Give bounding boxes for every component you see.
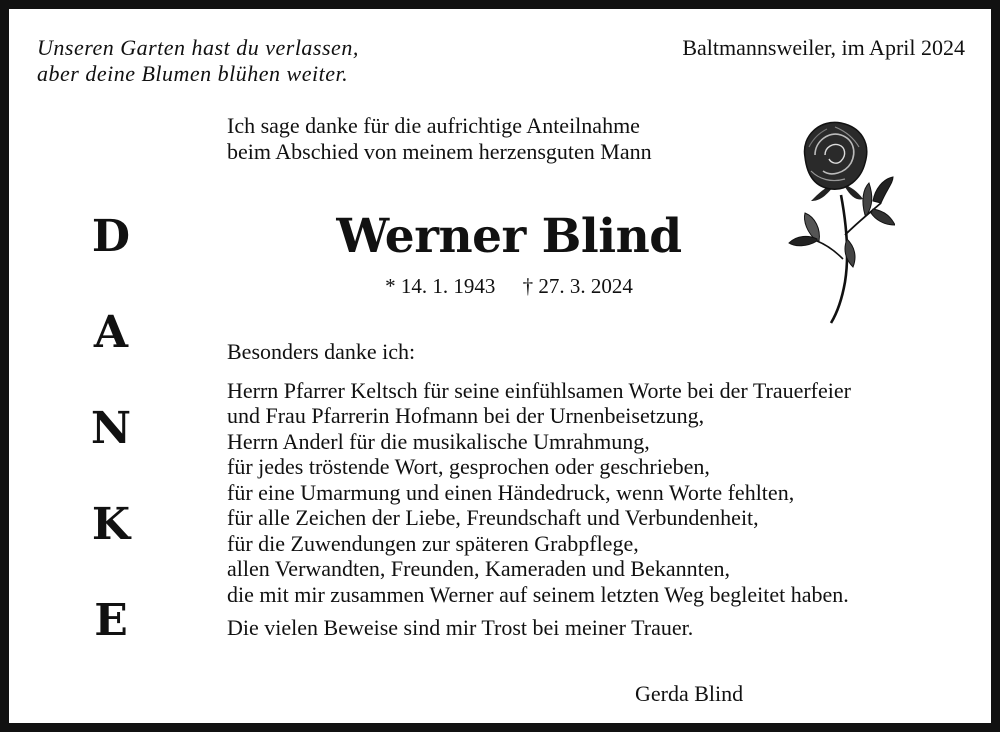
thanks-line: die mit mir zusammen Werner auf seinem letzten Weg begleitet haben. xyxy=(227,581,849,607)
motto-line-1: Unseren Garten hast du verlassen, xyxy=(37,35,359,60)
danke-letter: E xyxy=(94,595,128,646)
intro-line-1: Ich sage danke für die aufrichtige Anteilnahme xyxy=(227,113,640,138)
thanks-line: Herrn Pfarrer Keltsch für seine einfühlsamen Worte bei der Trauerfeier xyxy=(227,377,851,403)
danke-vertical xyxy=(71,205,151,685)
deceased-name: Werner Blind xyxy=(336,209,682,264)
thanks-intro xyxy=(227,113,652,165)
rose-icon xyxy=(775,117,895,327)
thanks-line: für jedes tröstende Wort, gesprochen oder geschrieben, xyxy=(227,454,710,479)
death-date: † 27. 3. 2024 xyxy=(522,274,633,298)
danke-letter: K xyxy=(91,499,131,550)
thanks-line: und Frau Pfarrerin Hofmann bei der Urnenbeisetzung, xyxy=(227,403,705,428)
danke-letter: A xyxy=(93,307,129,358)
thanks-line: allen Verwandten, Freunden, Kameraden und Bekannten, xyxy=(227,556,730,581)
danke-letter: D xyxy=(91,211,131,262)
danke-letter: N xyxy=(90,403,132,454)
motto xyxy=(37,35,359,87)
birth-date: * 14. 1. 1943 xyxy=(385,274,496,298)
thanks-body xyxy=(227,339,987,641)
thanks-heading: Besonders danke ich: xyxy=(227,339,416,364)
place-date: Baltmannsweiler, im April 2024 xyxy=(682,35,965,60)
motto-line-2: aber deine Blumen blühen weiter. xyxy=(37,61,349,86)
thanks-line: Herrn Anderl für die musikalische Umrahmung, xyxy=(227,428,650,454)
thanks-line: für eine Umarmung und einen Händedruck, wenn Worte fehlten, xyxy=(227,479,795,505)
life-dates xyxy=(227,273,791,299)
intro-line-2: beim Abschied von meinem herzensguten Mann xyxy=(227,139,652,164)
thanks-closing: Die vielen Beweise sind mir Trost bei meiner Trauer. xyxy=(227,615,694,640)
signature: Gerda Blind xyxy=(635,681,744,706)
thanks-line: für die Zuwendungen zur späteren Grabpflege, xyxy=(227,530,639,556)
thanks-line: für alle Zeichen der Liebe, Freundschaft und Verbundenheit, xyxy=(227,505,759,530)
